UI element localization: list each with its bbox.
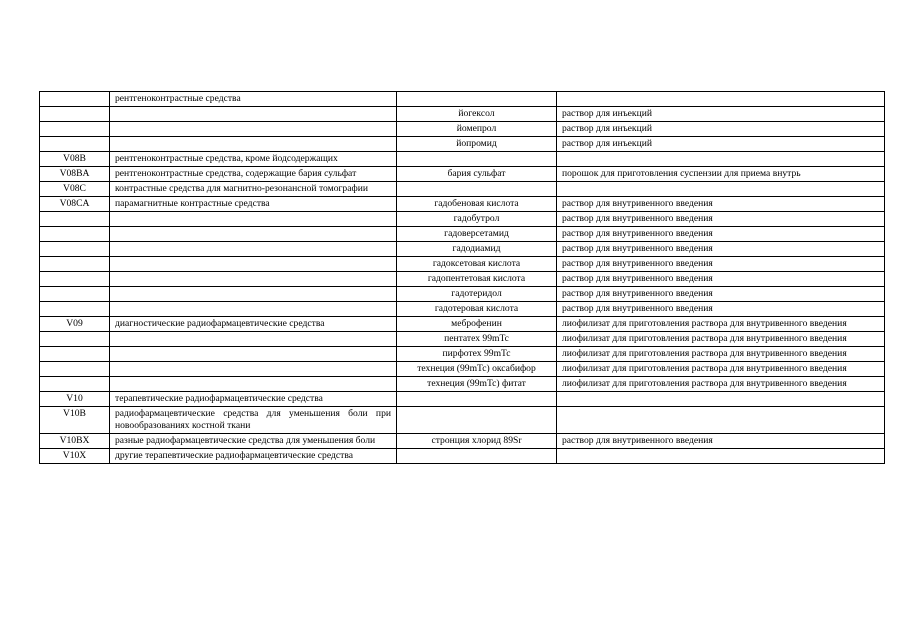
- table-row: [40, 212, 885, 227]
- drug-name-cell: гадоксетовая кислота: [397, 257, 557, 272]
- atc-code-cell: [40, 272, 110, 287]
- atc-code-cell: [40, 107, 110, 122]
- table-row: [40, 377, 885, 392]
- drug-name-cell: йомепрол: [397, 122, 557, 137]
- dosage-form-cell: раствор для внутривенного введения: [557, 212, 885, 227]
- table-row: [40, 197, 885, 212]
- pharmacological-group-cell: [110, 302, 397, 317]
- drug-name-cell: бария сульфат: [397, 167, 557, 182]
- drug-name-cell: технеция (99mTc) фитат: [397, 377, 557, 392]
- pharmacological-group-cell: диагностические радиофармацевтические средства: [110, 317, 397, 332]
- table-row: [40, 137, 885, 152]
- pharmacological-group-cell: [110, 212, 397, 227]
- table-row: [40, 182, 885, 197]
- pharmacological-group-cell: парамагнитные контрастные средства: [110, 197, 397, 212]
- dosage-form-cell: [557, 182, 885, 197]
- dosage-form-cell: лиофилизат для приготовления раствора для внутривенного введения: [557, 347, 885, 362]
- pharmacological-group-cell: [110, 107, 397, 122]
- table-row: [40, 122, 885, 137]
- drug-name-cell: йогексол: [397, 107, 557, 122]
- pharmacological-group-cell: [110, 257, 397, 272]
- drug-name-cell: [397, 407, 557, 434]
- dosage-form-cell: раствор для внутривенного введения: [557, 434, 885, 449]
- drug-name-cell: пентатех 99mTc: [397, 332, 557, 347]
- pharmacological-group-cell: [110, 332, 397, 347]
- table-row: [40, 332, 885, 347]
- drug-name-cell: меброфенин: [397, 317, 557, 332]
- pharmacological-group-cell: контрастные средства для магнитно-резонансной томографии: [110, 182, 397, 197]
- pharmacological-group-cell: радиофармацевтические средства для уменьшения боли при новообразованиях костной ткани: [110, 407, 397, 434]
- pharmacological-group-cell: [110, 242, 397, 257]
- drug-name-cell: [397, 152, 557, 167]
- table-row: [40, 167, 885, 182]
- drug-name-cell: [397, 449, 557, 464]
- drug-name-cell: гадоверсетамид: [397, 227, 557, 242]
- table-row: [40, 227, 885, 242]
- table-row: [40, 434, 885, 449]
- atc-code-cell: V10B: [40, 407, 110, 434]
- table-row: [40, 407, 885, 434]
- atc-code-cell: V10BX: [40, 434, 110, 449]
- pharmacological-group-cell: [110, 287, 397, 302]
- atc-code-cell: [40, 122, 110, 137]
- drug-name-cell: технеция (99mTc) оксабифор: [397, 362, 557, 377]
- dosage-form-cell: раствор для внутривенного введения: [557, 227, 885, 242]
- dosage-form-cell: раствор для внутривенного введения: [557, 242, 885, 257]
- drug-name-cell: гадодиамид: [397, 242, 557, 257]
- drug-name-cell: стронция хлорид 89Sr: [397, 434, 557, 449]
- pharmacological-group-cell: разные радиофармацевтические средства для уменьшения боли: [110, 434, 397, 449]
- drug-name-cell: пирфотех 99mTc: [397, 347, 557, 362]
- atc-code-cell: [40, 242, 110, 257]
- dosage-form-cell: раствор для внутривенного введения: [557, 287, 885, 302]
- atc-code-cell: [40, 347, 110, 362]
- dosage-form-cell: лиофилизат для приготовления раствора для внутривенного введения: [557, 377, 885, 392]
- dosage-form-cell: раствор для инъекций: [557, 137, 885, 152]
- atc-code-cell: V10: [40, 392, 110, 407]
- drug-name-cell: гадобутрол: [397, 212, 557, 227]
- table-row: [40, 317, 885, 332]
- pharmacological-group-cell: [110, 377, 397, 392]
- table-row: [40, 302, 885, 317]
- dosage-form-cell: лиофилизат для приготовления раствора для внутривенного введения: [557, 332, 885, 347]
- dosage-form-cell: [557, 449, 885, 464]
- table-row: [40, 449, 885, 464]
- atc-code-cell: V10X: [40, 449, 110, 464]
- dosage-form-cell: раствор для инъекций: [557, 107, 885, 122]
- atc-code-cell: [40, 302, 110, 317]
- dosage-form-cell: [557, 152, 885, 167]
- pharmacological-group-cell: [110, 137, 397, 152]
- pharmacological-group-cell: [110, 227, 397, 242]
- pharmacological-group-cell: [110, 362, 397, 377]
- pharmacological-group-cell: рентгеноконтрастные средства: [110, 92, 397, 107]
- atc-code-cell: V08CA: [40, 197, 110, 212]
- atc-code-cell: [40, 137, 110, 152]
- dosage-form-cell: лиофилизат для приготовления раствора для внутривенного введения: [557, 362, 885, 377]
- drug-table: [39, 91, 885, 464]
- atc-code-cell: [40, 287, 110, 302]
- dosage-form-cell: лиофилизат для приготовления раствора для внутривенного введения: [557, 317, 885, 332]
- drug-name-cell: гадобеновая кислота: [397, 197, 557, 212]
- dosage-form-cell: [557, 92, 885, 107]
- table-row: [40, 347, 885, 362]
- atc-code-cell: [40, 332, 110, 347]
- atc-code-cell: [40, 92, 110, 107]
- atc-code-cell: [40, 377, 110, 392]
- table-row: [40, 242, 885, 257]
- pharmacological-group-cell: рентгеноконтрастные средства, кроме йодсодержащих: [110, 152, 397, 167]
- dosage-form-cell: порошок для приготовления суспензии для приема внутрь: [557, 167, 885, 182]
- atc-code-cell: V08C: [40, 182, 110, 197]
- drug-name-cell: гадопентетовая кислота: [397, 272, 557, 287]
- pharmacological-group-cell: [110, 347, 397, 362]
- table-row: [40, 257, 885, 272]
- atc-code-cell: V09: [40, 317, 110, 332]
- dosage-form-cell: раствор для внутривенного введения: [557, 302, 885, 317]
- pharmacological-group-cell: терапевтические радиофармацевтические средства: [110, 392, 397, 407]
- table-row: [40, 362, 885, 377]
- table-row: [40, 392, 885, 407]
- drug-name-cell: йопромид: [397, 137, 557, 152]
- dosage-form-cell: раствор для внутривенного введения: [557, 197, 885, 212]
- atc-code-cell: [40, 257, 110, 272]
- atc-code-cell: V08B: [40, 152, 110, 167]
- table-row: [40, 272, 885, 287]
- atc-code-cell: [40, 227, 110, 242]
- drug-name-cell: [397, 392, 557, 407]
- pharmacological-group-cell: [110, 272, 397, 287]
- drug-name-cell: [397, 182, 557, 197]
- pharmacological-group-cell: другие терапевтические радиофармацевтические средства: [110, 449, 397, 464]
- atc-code-cell: [40, 362, 110, 377]
- table-body: [40, 92, 885, 464]
- table-row: [40, 92, 885, 107]
- dosage-form-cell: раствор для инъекций: [557, 122, 885, 137]
- table-row: [40, 152, 885, 167]
- atc-code-cell: V08BA: [40, 167, 110, 182]
- table-row: [40, 287, 885, 302]
- dosage-form-cell: раствор для внутривенного введения: [557, 257, 885, 272]
- pharmacological-group-cell: рентгеноконтрастные средства, содержащие бария сульфат: [110, 167, 397, 182]
- dosage-form-cell: [557, 392, 885, 407]
- dosage-form-cell: [557, 407, 885, 434]
- table-row: [40, 107, 885, 122]
- atc-code-cell: [40, 212, 110, 227]
- dosage-form-cell: раствор для внутривенного введения: [557, 272, 885, 287]
- drug-name-cell: [397, 92, 557, 107]
- drug-name-cell: гадотеровая кислота: [397, 302, 557, 317]
- pharmacological-group-cell: [110, 122, 397, 137]
- drug-name-cell: гадотеридол: [397, 287, 557, 302]
